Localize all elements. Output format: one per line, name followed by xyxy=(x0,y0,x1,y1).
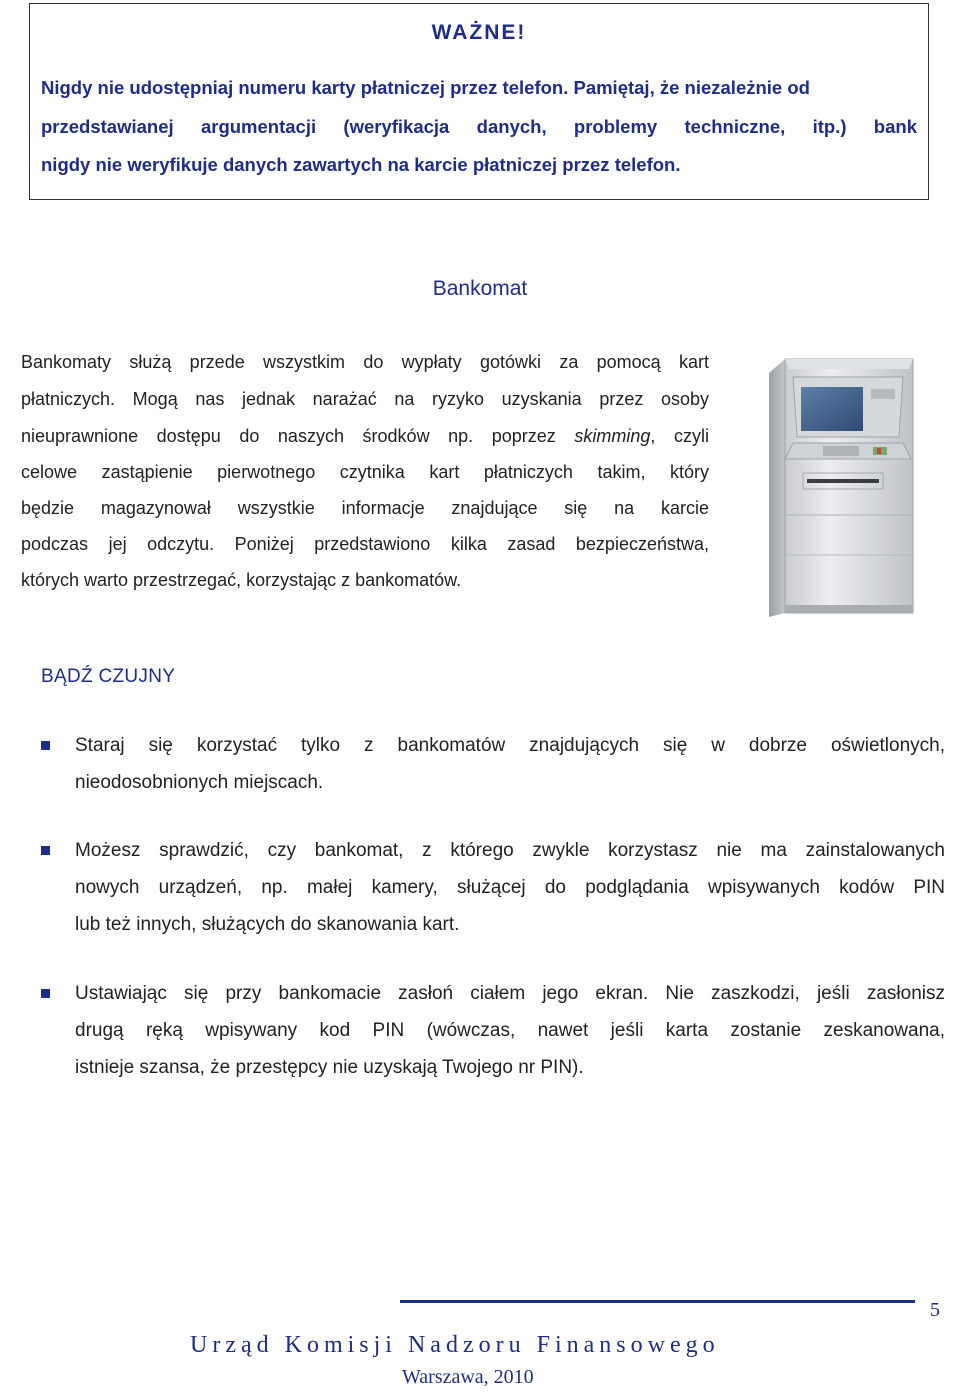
footer-organization: Urząd Komisji Nadzoru Finansowego xyxy=(190,1332,720,1358)
bullet-2-line-2: nowych urządzeń, np. małej kamery, służącej do podglądania wpisywanych kodów PIN xyxy=(75,877,945,898)
paragraph-line-3 xyxy=(21,424,709,448)
bullet-square-icon xyxy=(41,846,50,855)
paragraph-line-2: płatniczych. Mogą nas jednak narażać na ryzyko uzyskania przez osoby xyxy=(21,389,709,409)
page-number: 5 xyxy=(930,1299,940,1321)
paragraph-line-1: Bankomaty służą przede wszystkim do wypłaty gotówki za pomocą kart xyxy=(21,352,709,372)
paragraph-line-4: celowe zastąpienie pierwotnego czytnika kart płatniczych takim, który xyxy=(21,462,709,482)
bullet-3-line-2: drugą ręką wpisywany kod PIN (wówczas, nawet jeśli karta zostanie zeskanowana, xyxy=(75,1020,945,1041)
footer-place-year: Warszawa, 2010 xyxy=(402,1366,534,1388)
warning-box xyxy=(29,3,929,200)
bullet-2-line-1: Możesz sprawdzić, czy bankomat, z którego zwykle korzystasz nie ma zainstalowanych xyxy=(75,840,945,861)
skimming-term: skimming xyxy=(574,426,651,446)
be-alert-heading: BĄDŹ CZUJNY xyxy=(41,666,176,687)
bullet-3-line-3: istnieje szansa, że przestępcy nie uzyskają Twojego nr PIN). xyxy=(75,1057,584,1078)
paragraph-line-7: których warto przestrzegać, korzystając z bankomatów. xyxy=(21,570,462,590)
section-title-bankomat: Bankomat xyxy=(432,277,528,300)
warning-line-1: Nigdy nie udostępniaj numeru karty płatniczej przez telefon. Pamiętaj, że niezależnie od xyxy=(41,77,810,98)
bullet-3-line-1: Ustawiając się przy bankomacie zasłoń ciałem jego ekran. Nie zaszkodzi, jeśli zasłonisz xyxy=(75,983,945,1004)
warning-title: WAŻNE! xyxy=(431,21,527,44)
bullet-square-icon xyxy=(41,741,50,750)
paragraph-line-3-pre: nieuprawnione dostępu do naszych środków np. poprzez xyxy=(21,426,575,446)
paragraph-line-6: podczas jej odczytu. Poniżej przedstawiono kilka zasad bezpieczeństwa, xyxy=(21,534,709,554)
bullet-2-line-3: lub też innych, służących do skanowania kart. xyxy=(75,914,460,935)
warning-line-3: nigdy nie weryfikuje danych zawartych na karcie płatniczej przez telefon. xyxy=(41,154,681,175)
bullet-1-line-1: Staraj się korzystać tylko z bankomatów znajdujących się w dobrze oświetlonych, xyxy=(75,735,945,756)
paragraph-line-5: będzie magazynował wszystkie informacje znajdujące się na karcie xyxy=(21,498,709,518)
paragraph-line-3-post: , czyli xyxy=(650,426,709,446)
bullet-1-line-2: nieodosobnionych miejscach. xyxy=(75,772,324,793)
atm-machine-image xyxy=(763,355,923,620)
bullet-square-icon xyxy=(41,989,50,998)
footer-rule xyxy=(400,1300,915,1303)
warning-line-2: przedstawianej argumentacji (weryfikacja danych, problemy techniczne, itp.) bank xyxy=(41,116,917,137)
